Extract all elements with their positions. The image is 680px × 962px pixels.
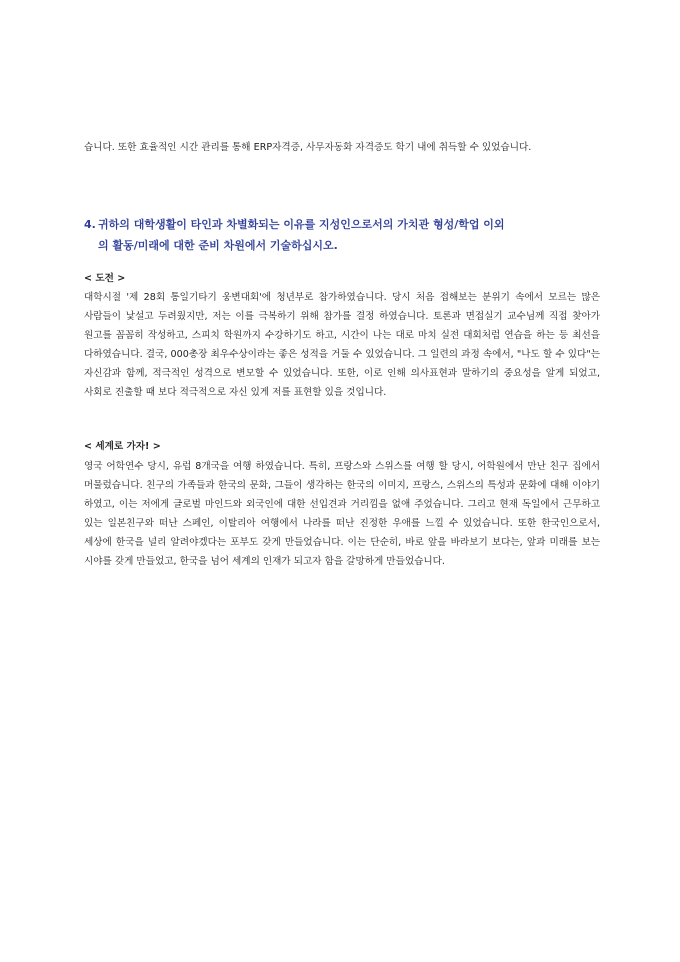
intro-paragraph: 습니다. 또한 효율적인 시간 관리를 통해 ERP자격증, 사무자동화 자격증도 학기 내에 취득할 수 있었습니다. (84, 142, 532, 153)
section-body-challenge: 대학시절 '제 28회 통일기타기 웅변대회'에 청년부로 참가하였습니다. 당시 처음 접해보는 분위기 속에서 모르는 많은 사람들이 낯설고 두려웠지만, 저는 이를 극복하기 위해 참가를 결정 하였습니다. 토론과 면접실기 교수님께 직접 찾아가 원고를 꼼꼼히 작성하고, 스피치 학원까지 수강하기도 하고, 시간이 나는 대로 마치 실전 대회처럼 연습을 하는 등 최선을 다하였습니다. 결국, 000총장 최우수상이라는 좋은 성적을 거둘 수 있었습니다. 그 일련의 과정 속에서, "나도 할 수 있다"는 자신감과 함께, 적극적인 성격으로 변모할 수 있었습니다. 또한, 이로 인해 의사표현과 말하기의 중요성을 알게 되었고, 사회로 진출할 때 보다 적극적으로 자신 있게 저를 표현할 있을 것입니다. (84, 292, 600, 398)
section-body-world: 영국 어학연수 당시, 유럽 8개국을 여행 하였습니다. 특히, 프랑스와 스위스를 여행 할 당시, 어학원에서 만난 친구 집에서 머물렀습니다. 친구의 가족들과 한국의 문화, 그들이 생각하는 한국의 이미지, 프랑스, 스위스의 특성과 문화에 대해 이야기 하였고, 이는 저에게 글로벌 마인드와 외국인에 대한 선입견과 거리낌을 없애 주었습니다. 그리고 현재 독일에서 근무하고 있는 일본친구와 떠난 스페인, 이탈리아 여행에서 나라를 떠난 진정한 우애를 느낄 수 있었습니다. 또한 한국인으로서, 세상에 한국을 널리 알려야겠다는 포부도 갖게 만들었습니다. 이는 단순히, 바로 앞을 바라보기 보다는, 앞과 미래를 보는 시야를 갖게 만들었고, 한국을 넘어 세계의 인재가 되고자 함을 갈망하게 만들었습니다. (84, 461, 600, 567)
section-heading-world: < 세계로 가자! > (84, 441, 161, 452)
question-line-2: 의 활동/미래에 대한 준비 차원에서 기술하십시오. (98, 239, 338, 252)
question-line-1: 귀하의 대학생활이 타인과 차별화되는 이유를 지성인으로서의 가치관 형성/학업 이외 (98, 218, 505, 231)
question-number: 4. (84, 218, 96, 231)
section-heading-challenge: < 도전 > (84, 273, 126, 284)
question-heading (84, 214, 600, 256)
